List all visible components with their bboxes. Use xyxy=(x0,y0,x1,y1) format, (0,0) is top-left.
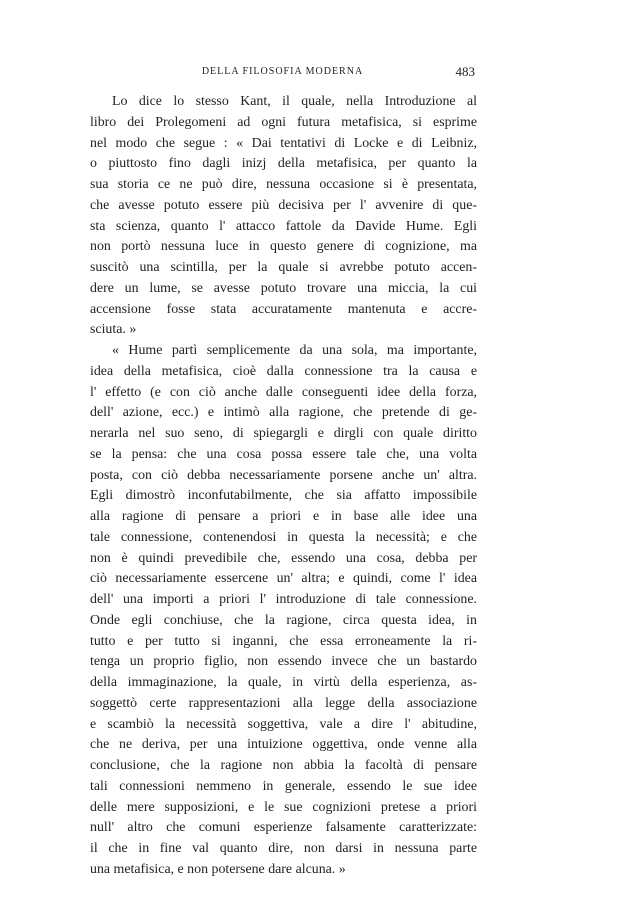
text-line: dell' una importi a priori l' introduzione di tale connessione. xyxy=(90,592,477,607)
paragraph-2 xyxy=(90,341,477,881)
text-line: posta, con ciò debba necessariamente porsene anche un' altra. xyxy=(90,467,477,483)
text-line: delle mere supposizioni, e le sue cognizioni pretese a priori xyxy=(90,799,477,815)
text-line: « Hume partì semplicemente da una sola, ma importante, xyxy=(112,343,477,358)
text-line: suscitò una scintilla, per la quale si avrebbe potuto accen- xyxy=(90,260,477,275)
text-line: che ne deriva, per una intuizione oggettiva, onde venne alla xyxy=(90,737,477,753)
text-line: Lo dice lo stesso Kant, il quale, nella Introduzione al xyxy=(112,94,477,109)
text-line: l' effetto (e con ciò anche dalle conseguenti idee della forza, xyxy=(90,384,477,400)
text-line: idea della metafisica, cioè dalla connessione tra la causa e xyxy=(90,363,477,379)
text-line: e scambiò la necessità soggettiva, vale a dire l' abitudine, xyxy=(90,716,477,732)
running-head xyxy=(90,66,475,80)
text-line: non portò nessuna luce in questo genere di cognizione, ma xyxy=(90,239,477,255)
text-line: sta scienza, quanto l' attacco fattole da Davide Hume. Egli xyxy=(90,218,477,234)
text-line: o piuttosto fino dagli inizj della metafisica, per quanto la xyxy=(90,156,477,172)
text-line: una metafisica, e non potersene dare alcuna. » xyxy=(90,861,346,877)
text-line: sua storia ce ne può dire, nessuna occasione si è presentata, xyxy=(90,177,477,192)
text-line: accensione fosse stata accuratamente mantenuta e accre- xyxy=(90,301,477,317)
text-line: null' altro che comuni esperienze falsamente caratterizzate: xyxy=(90,820,477,836)
text-line: sciuta. » xyxy=(90,322,137,338)
text-line: soggettò certe rappresentazioni alla legge della associazione xyxy=(90,695,477,711)
text-line: tali connessioni nemmeno in generale, essendo le sue idee xyxy=(90,778,477,794)
text-line: se la pensa: che una cosa possa essere tale che, una volta xyxy=(90,446,477,462)
text-line: ciò necessariamente essercene un' altra; e quindi, come l' idea xyxy=(90,571,477,587)
text-line: nerarla nel suo seno, di spiegargli e dirgli con quale diritto xyxy=(90,426,477,441)
page-number: 483 xyxy=(455,64,475,79)
paragraph-1 xyxy=(90,92,477,341)
text-line: tale connessione, contenendosi in questa la necessità; e che xyxy=(90,529,477,545)
text-line: Egli dimostrò inconfutabilmente, che sia affatto impossibile xyxy=(90,488,477,504)
text-line: libro dei Prolegomeni ad ogni futura metafisica, si esprime xyxy=(90,114,477,130)
text-line: alla ragione di pensare a priori e in base alle idee una xyxy=(90,509,477,524)
text-line: conclusione, che la ragione non abbia la facoltà di pensare xyxy=(90,758,477,773)
text-line: dell' azione, ecc.) e intimò alla ragione, che pretende di ge- xyxy=(90,405,477,421)
text-line: Onde egli conchiuse, che la ragione, circa questa idea, in xyxy=(90,612,477,628)
text-line: dere un lume, se avesse potuto trovare una miccia, la cui xyxy=(90,280,477,296)
text-line: tenga un proprio figlio, non essendo invece che un bastardo xyxy=(90,654,477,670)
text-line: tutto e per tutto si inganni, che essa erroneamente la ri- xyxy=(90,633,477,649)
text-line: il che in fine val quanto dire, non darsi in nessuna parte xyxy=(90,841,477,856)
text-line: che avesse potuto essere più decisiva per l' avvenire di que- xyxy=(90,197,477,213)
body-text xyxy=(90,92,477,881)
text-line: non è quindi prevedibile che, essendo una cosa, debba per xyxy=(90,550,477,566)
text-line: nel modo che segue : « Dai tentativi di Locke e di Leibniz, xyxy=(90,135,477,151)
running-title: DELLA FILOSOFIA MODERNA xyxy=(201,66,364,77)
text-line: della immaginazione, la quale, in virtù della esperienza, as- xyxy=(90,675,477,690)
